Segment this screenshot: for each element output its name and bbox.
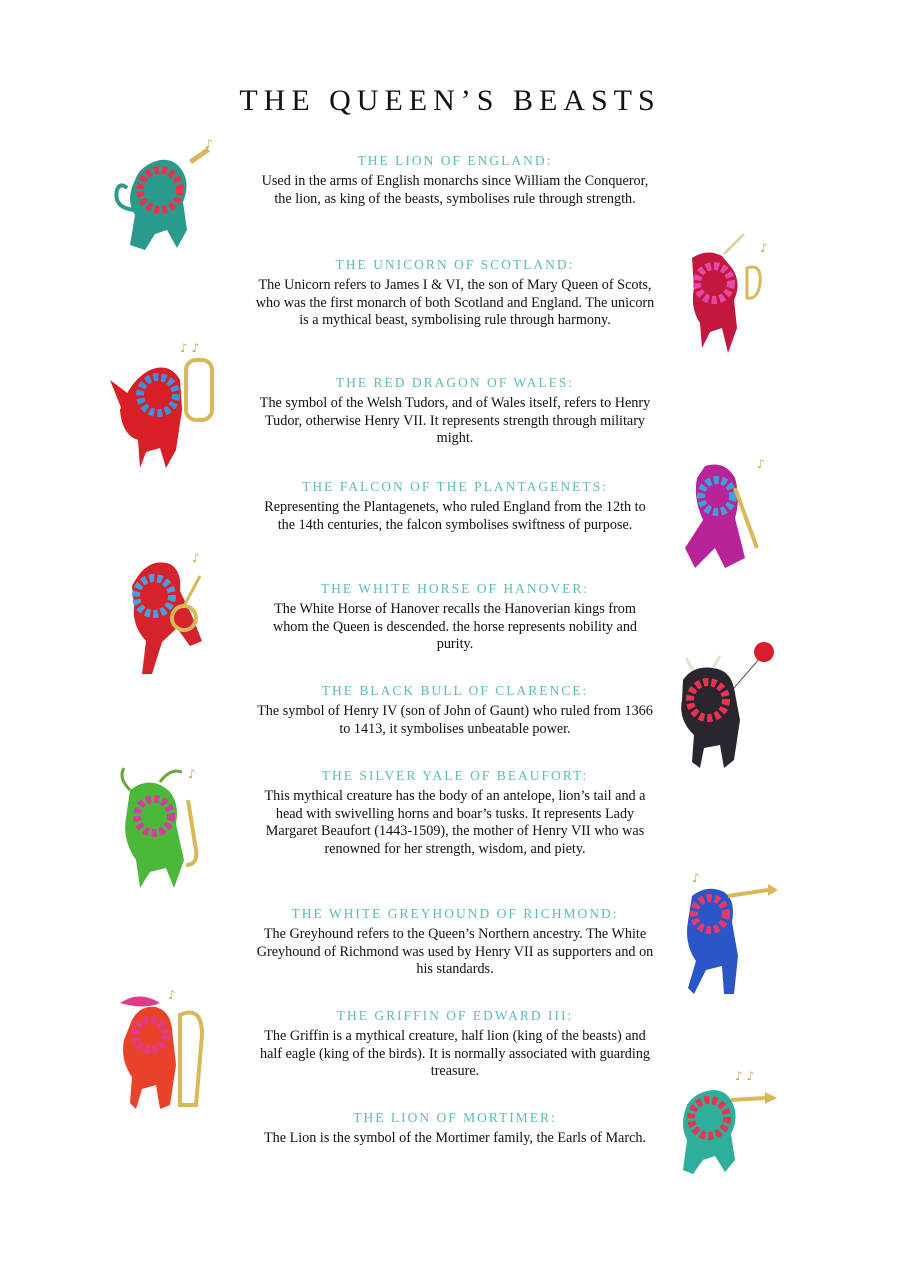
entry-lion-of-mortimer — [255, 1109, 655, 1148]
page-title: THE QUEEN’S BEASTS — [239, 84, 661, 117]
svg-text:♪: ♪ — [168, 988, 176, 1002]
entry-description: The Unicorn refers to James I & VI, the son of Mary Queen of Scots, who was the first monarch of both Scotland and England. The unicorn is a mythical beast, symbolising rule through harmony. — [255, 277, 655, 328]
entry-heading: THE LION OF ENGLAND: — [357, 153, 553, 168]
entry-heading: THE WHITE HORSE OF HANOVER: — [320, 581, 590, 596]
svg-text:♪: ♪ — [205, 137, 213, 151]
lion-trumpet-icon — [105, 130, 225, 260]
entry-unicorn-of-scotland — [255, 256, 655, 330]
yale-saxophone-icon — [110, 760, 230, 890]
svg-text:♪: ♪ — [188, 767, 196, 781]
entry-description: The Greyhound refers to the Queen’s Northern ancestry. The White Greyhound of Richmond was used by Henry VII as supporters and on his standards. — [256, 926, 654, 977]
entry-description: This mythical creature has the body of an antelope, lion’s tail and a head with swivelling horns and boar’s tusks. It represents Lady Margaret Beaufort (1443-1509), the mother of Henry VII who was renowned for her strength, wisdom, and piety. — [264, 788, 646, 857]
entry-description: The White Horse of Hanover recalls the Hanoverian kings from whom the Queen is descended. the horse represents nobility and purity. — [272, 601, 638, 652]
bull-balloon-icon — [668, 640, 788, 770]
entry-description: The Lion is the symbol of the Mortimer family, the Earls of March. — [263, 1130, 647, 1146]
svg-text:♪ ♪: ♪ ♪ — [180, 341, 200, 355]
svg-text:♪: ♪ — [757, 457, 765, 471]
dragon-tuba-icon — [110, 340, 230, 470]
entry-description: The symbol of Henry IV (son of John of Gaunt) who ruled from 1366 to 1413, it symbolises unbeatable power. — [257, 703, 653, 737]
lion-trumpet-icon — [665, 1060, 785, 1190]
entry-white-horse-of-hanover — [255, 580, 655, 654]
entry-heading: THE BLACK BULL OF CLARENCE: — [321, 683, 589, 698]
entry-black-bull-of-clarence — [255, 682, 655, 738]
unicorn-lyre-icon — [672, 228, 792, 358]
svg-text:♪: ♪ — [692, 871, 700, 885]
entry-heading: THE GRIFFIN OF EDWARD III: — [336, 1008, 574, 1023]
entry-red-dragon-of-wales — [255, 374, 655, 448]
entry-white-greyhound-of-richmond — [255, 905, 655, 979]
entry-heading: THE UNICORN OF SCOTLAND: — [335, 257, 575, 272]
entry-description: The symbol of the Welsh Tudors, and of Wales itself, refers to Henry Tudor, otherwise Henry VII. It represents strength through military might. — [259, 395, 651, 446]
svg-text:♪ ♪: ♪ ♪ — [735, 1069, 755, 1083]
entry-heading: THE SILVER YALE OF BEAUFORT: — [321, 768, 589, 783]
svg-text:♪: ♪ — [760, 241, 768, 255]
entry-description: Used in the arms of English monarchs since William the Conqueror, the lion, as king of the beasts, symbolises rule through strength. — [261, 173, 649, 207]
entry-falcon-of-the-plantagenets — [255, 478, 655, 534]
entry-lion-of-england — [255, 152, 655, 208]
svg-text:♪: ♪ — [192, 551, 200, 565]
entry-griffin-of-edward-iii — [255, 1007, 655, 1081]
griffin-harp-icon — [110, 985, 230, 1115]
greyhound-trumpet-icon — [672, 866, 792, 996]
entry-heading: THE FALCON OF THE PLANTAGENETS: — [302, 479, 608, 494]
falcon-flute-icon — [665, 448, 785, 578]
entry-heading: THE RED DRAGON OF WALES: — [335, 375, 575, 390]
entry-heading: THE WHITE GREYHOUND OF RICHMOND: — [291, 906, 619, 921]
entry-description: Representing the Plantagenets, who ruled England from the 12th to the 14th centuries, the falcon symbolises swiftness of purpose. — [264, 499, 646, 533]
entry-description: The Griffin is a mythical creature, half lion (king of the beasts) and half eagle (king of the birds). It is normally associated with guarding treasure. — [259, 1028, 651, 1079]
entry-silver-yale-of-beaufort — [255, 767, 655, 858]
entry-heading: THE LION OF MORTIMER: — [353, 1110, 557, 1125]
horse-banjo-icon — [112, 546, 232, 676]
